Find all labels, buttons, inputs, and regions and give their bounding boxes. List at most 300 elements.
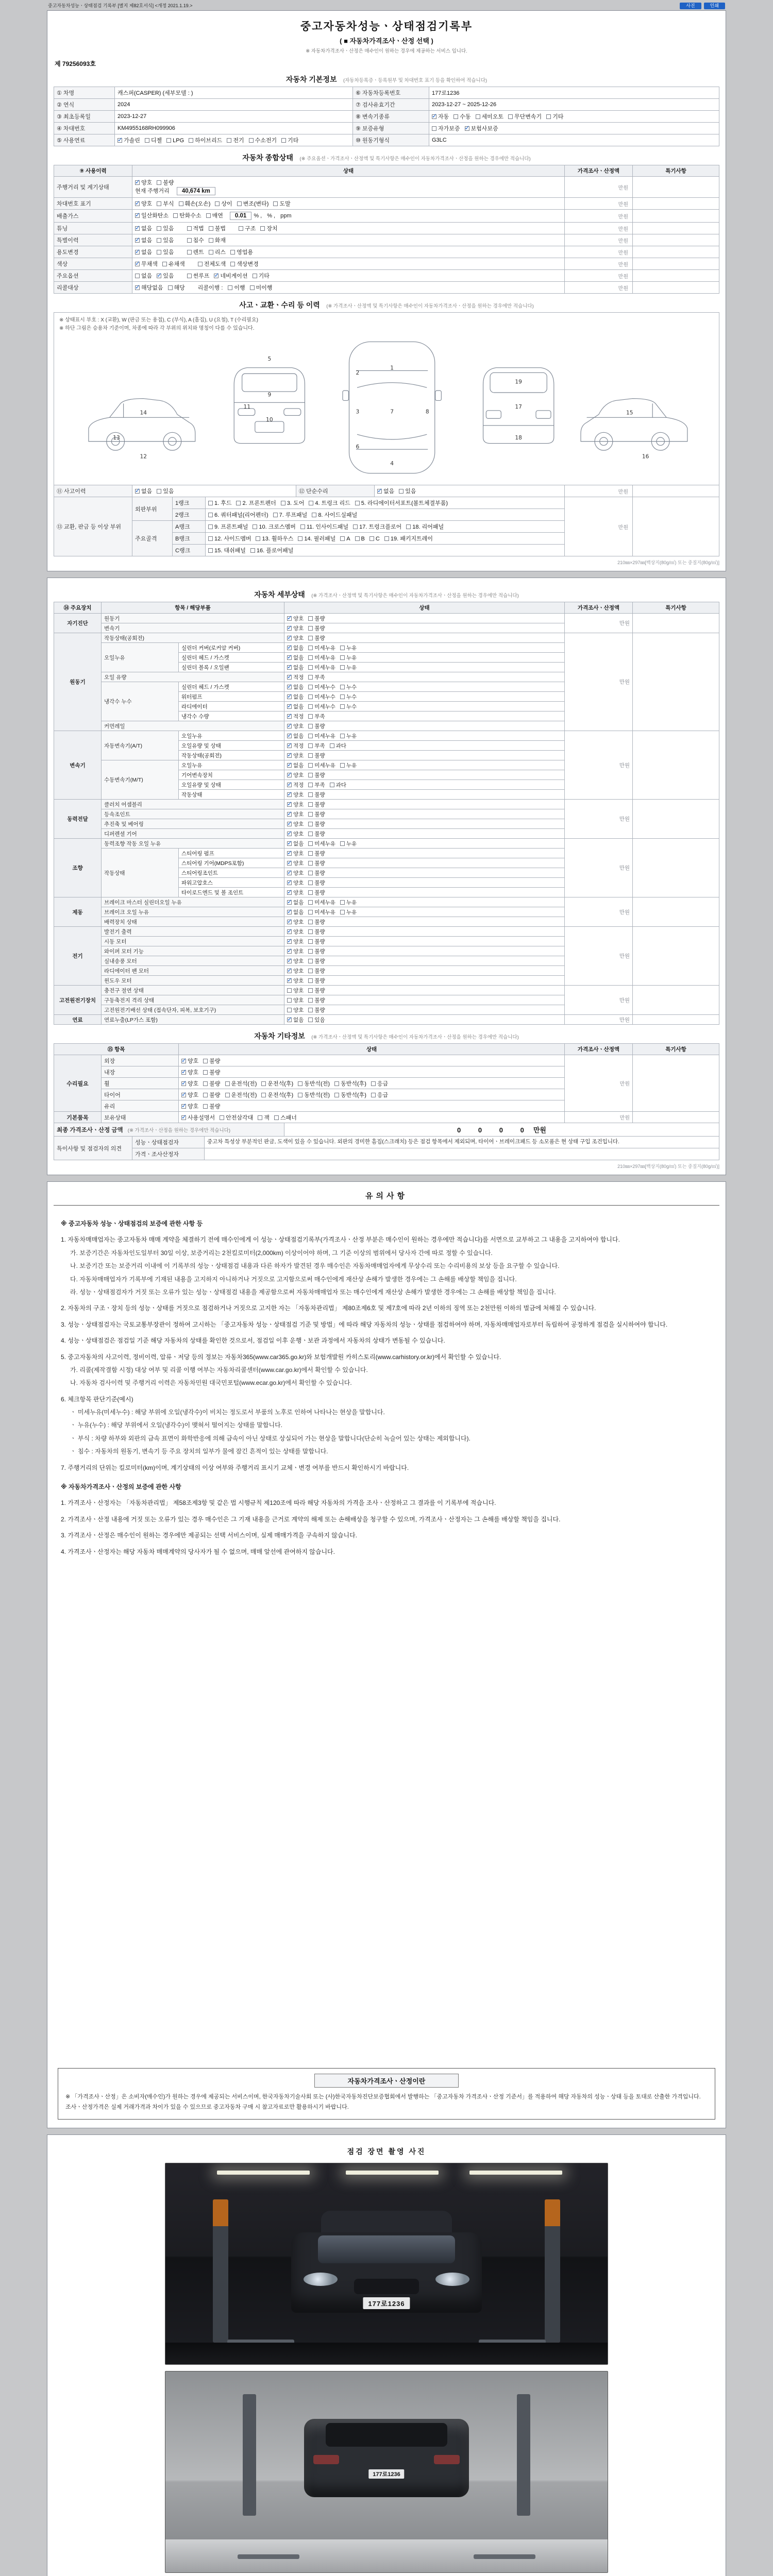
option: ✓ 없음 (287, 732, 304, 740)
item-label: 실내송풍 모터 (102, 956, 284, 966)
option: 자가보증 (432, 124, 460, 132)
row-label: 용도변경 (54, 246, 132, 258)
item-label: 작동상태(공회전) (102, 633, 284, 643)
option: 불량 (308, 752, 325, 759)
option: ✓ 있음 (157, 272, 174, 280)
option: ✓ 해당없음 (135, 283, 163, 292)
option: 있음 (308, 1016, 325, 1024)
price-cell: 만원 (565, 246, 633, 258)
state-cell (284, 1015, 565, 1025)
notice-line: 1. 자동차매매업자는 중고자동차 매매 계약을 체결하기 전에 매수인에게 이 성능ㆍ상태점검기록부(가격조사ㆍ산정 부분은 매수인이 원하는 경우에만 적습니다)를 서면으로 교부하고 그 내용을 고지하여야 합니다. (61, 1236, 620, 1244)
notice-line: 2. 자동차의 구조ㆍ장치 등의 성능ㆍ상태를 거짓으로 점검하거나 거짓으로 고지한 자는 「자동차관리법」 제80조제6호 및 제7호에 따라 2년 이하의 징역 또는 2천만원 이하의 벌금에 처해질 수 있습니다. (61, 1304, 596, 1312)
checkbox (340, 704, 345, 709)
checkbox (308, 636, 313, 640)
option: 세미오토 (476, 112, 504, 121)
part-label: 실린더 헤드 / 가스켓 (179, 653, 284, 663)
row-label: 차대번호 표기 (54, 198, 132, 210)
state-cell (284, 927, 565, 937)
checkbox (187, 250, 192, 255)
option: 하이브리드 (189, 136, 222, 144)
option: ✓ 양호 (181, 1102, 198, 1110)
checkbox (157, 226, 161, 231)
checkbox (253, 524, 257, 529)
final-price-label (54, 1123, 284, 1137)
section-note: (※ 가격조사ㆍ산정액 및 특기사항은 매수인이 자동차가격조사ㆍ산정을 원하는 경우에만 적습니다) (311, 593, 519, 599)
car-damage-diagram (57, 333, 716, 482)
state-cell (284, 731, 565, 741)
checkbox (203, 1070, 208, 1075)
option: 미세누수 (308, 683, 335, 691)
checkbox-checked (287, 655, 292, 660)
diagram-number: 8 (425, 408, 429, 415)
checkbox (308, 655, 313, 660)
page-subnote: ※ 자동차가격조사ㆍ산정은 매수인이 원하는 경우에 제공하는 서비스 입니다. (306, 48, 467, 54)
group-label: 조향 (54, 839, 102, 897)
item-label: 윈도우 모터 (102, 976, 284, 986)
ceiling-light (469, 2171, 562, 2175)
checkbox (334, 1093, 339, 1097)
checkbox-checked (135, 250, 140, 255)
column-header: 상태 (132, 165, 565, 177)
option: 불량 (308, 801, 325, 808)
state-cell (284, 721, 565, 731)
option: ✓ 양호 (287, 977, 304, 985)
notice-panel (47, 1181, 726, 2128)
state-cell (284, 888, 565, 897)
item-label: 연료누출(LP가스 포함) (102, 1015, 284, 1025)
table-row (54, 234, 719, 246)
note-cell (633, 210, 719, 223)
checkbox-checked (181, 1093, 186, 1097)
table-row (54, 123, 719, 134)
checkbox-checked (181, 1070, 186, 1075)
option: ✓ 양호 (287, 752, 304, 759)
group-label: 자기진단 (54, 614, 102, 633)
checkbox (330, 743, 334, 748)
option: 9. 프론트패널 (208, 522, 248, 531)
notice-line: 3. 가격조사ㆍ산정은 매수인이 원하는 경우에만 제공되는 선택 서비스이며, 실제 매매가격을 구속하지 않습니다. (61, 1532, 357, 1539)
checkbox-checked (135, 213, 140, 218)
checkbox (353, 524, 358, 529)
option: 불량 (308, 634, 325, 642)
checkbox (145, 138, 149, 143)
item-label: 동력조향 작동 오일 누유 (102, 839, 284, 849)
checkbox (340, 694, 345, 699)
notice-title: 유의사항 (54, 1187, 719, 1206)
main-form-panel (47, 10, 726, 571)
price-cell: 만원 (565, 839, 633, 897)
option: 양호 (287, 996, 304, 1004)
checkbox (203, 1093, 208, 1097)
badge-group (680, 3, 725, 9)
note-cell (633, 633, 719, 731)
note-cell (633, 485, 719, 497)
option: 양호 (287, 1006, 304, 1014)
checkbox (157, 489, 161, 494)
state-cell (284, 643, 565, 653)
item-label: 냉각수 누수 (102, 682, 179, 721)
checkbox-checked (287, 900, 292, 905)
table-row (54, 1055, 719, 1066)
state-cell (284, 663, 565, 672)
note-cell (633, 246, 719, 258)
checkbox (308, 969, 313, 973)
field-label: ⑨ 보증유형 (353, 123, 429, 134)
option: 불량 (308, 1006, 325, 1014)
checkbox-checked (287, 890, 292, 895)
item-label: 내장 (102, 1066, 179, 1078)
option: ✓ 양호 (181, 1091, 198, 1099)
diagram-number: 10 (266, 416, 273, 423)
state-cell (132, 258, 565, 270)
final-price-amount: 0 0 0 0 (457, 1126, 526, 1134)
checkbox-checked (287, 773, 292, 777)
option: 수소전기 (249, 136, 277, 144)
note-cell (633, 258, 719, 270)
state-cell (284, 986, 565, 995)
option: ✓ 없음 (135, 224, 152, 232)
column-header: 가격조사ㆍ산정액 (565, 1044, 633, 1055)
item-label: 클러치 어셈블리 (102, 800, 284, 809)
option: ✓ 양호 (287, 615, 304, 622)
option: 16. 플로어패널 (250, 546, 293, 554)
table-row (54, 198, 719, 210)
page-title: 중고자동차성능ㆍ상태점검기록부 (300, 21, 473, 32)
option: 운전석(후) (261, 1079, 293, 1088)
diagram-number: 12 (140, 453, 147, 460)
diagram-number: 6 (356, 443, 360, 450)
price-cell: 만원 (565, 633, 633, 731)
option: 불량 (308, 928, 325, 936)
checkbox (308, 783, 313, 787)
checkbox (308, 822, 313, 826)
option: ✓ 양호 (181, 1057, 198, 1065)
checkbox (215, 201, 220, 206)
group-label: 전기 (54, 927, 102, 986)
price-cell: 만원 (565, 234, 633, 246)
table-row (54, 614, 719, 623)
checkbox (308, 939, 313, 944)
state-cell (132, 223, 565, 234)
license-plate: 177로1236 (368, 2469, 404, 2479)
field-options (206, 521, 565, 533)
state-cell (284, 770, 565, 780)
inspector-opinion-table (54, 1136, 719, 1160)
checkbox (308, 978, 313, 983)
option: ✓ 양호 (287, 869, 304, 877)
part-label: 스티어링 펌프 (179, 849, 284, 858)
checkbox (274, 1115, 279, 1120)
checkbox (157, 238, 161, 243)
checkbox-checked (287, 910, 292, 914)
table-row (54, 1137, 719, 1148)
part-label: 파워고압호스 (179, 878, 284, 888)
state-cell (132, 177, 565, 198)
option: 구조 (239, 224, 256, 232)
option: 응급 (371, 1079, 388, 1088)
paper-size-note: 210㎜×297㎜[백상지(80g/㎡) 또는 중질지(80g/㎡)] (617, 1164, 719, 1169)
option: ✓ 적정 (287, 781, 304, 789)
legend-line: ※ 상태표시 부호 : X (교환), W (판금 또는 용접), C (부식), A (흠집), U (요철), T (수리필요) (59, 317, 258, 323)
option: 변조(변타) (237, 199, 269, 208)
item-label: 라디에이터 팬 모터 (102, 966, 284, 976)
page-subtitle: ( ■ 자동차가격조사ㆍ산정 선택 ) (340, 37, 433, 45)
field-label: ⑪ 사고이력 (54, 485, 132, 497)
checkbox (508, 114, 513, 119)
option: 불량 (203, 1068, 220, 1076)
option: 누유 (340, 908, 357, 916)
section-title: 자동차 기타정보 (254, 1032, 305, 1040)
option: 불량 (308, 938, 325, 945)
option: 불량 (308, 615, 325, 622)
notice-line: 나. 보증기간 또는 보증거리 이내에 이 기록부의 성능ㆍ상태점검 내용과 다른 하자가 발견된 경우 매수인은 자동차매매업자에게 무상수리 또는 수리비용의 보상 등을 요구할 수 있습니다. (70, 1262, 560, 1270)
checkbox (157, 201, 161, 206)
checkbox (308, 734, 313, 738)
price-cell: 만원 (565, 927, 633, 986)
option: 기타 (253, 272, 270, 280)
option: ✓ 양호 (287, 879, 304, 887)
checkbox-checked (181, 1081, 186, 1086)
text: 리콜이행 : (197, 285, 223, 291)
group-label: 동력전달 (54, 800, 102, 839)
option: 영업용 (230, 248, 253, 256)
final-price-value (284, 1123, 719, 1137)
price-cell: 만원 (565, 282, 633, 294)
option: 기타 (546, 112, 563, 121)
state-cell (284, 751, 565, 760)
option: ✓ 없음 (287, 654, 304, 662)
state-cell (132, 270, 565, 282)
option: 동반석(전) (298, 1091, 330, 1099)
item-label: 자동변속기(A/T) (102, 731, 179, 760)
table-row (54, 111, 719, 123)
item-label: 브레이크 오일 누유 (102, 907, 284, 917)
option: ✓ 양호 (287, 722, 304, 730)
option: 미세누유 (308, 899, 335, 906)
option: 7. 루프패널 (273, 511, 308, 519)
item-label: 구동축전지 격리 상태 (102, 995, 284, 1005)
item-label: 외장 (102, 1055, 179, 1066)
state-cell (284, 839, 565, 849)
option: 12. 사이드멤버 (208, 534, 251, 543)
option: 부족 (308, 673, 325, 681)
option: 13. 휠하우스 (256, 534, 293, 543)
option: 동반석(후) (334, 1079, 366, 1088)
car-taillight (434, 2455, 460, 2464)
checkbox (340, 536, 345, 541)
checkbox (308, 773, 313, 777)
table-row (54, 246, 719, 258)
part-label: 오일누유 (179, 760, 284, 770)
option: 불량 (308, 624, 325, 632)
state-cell (284, 966, 565, 976)
checkbox-checked (287, 694, 292, 699)
ceiling-light (217, 2171, 310, 2175)
checkbox (250, 285, 255, 290)
print-button[interactable]: 인쇄 (704, 3, 725, 9)
diagram-number: 13 (113, 434, 120, 441)
checkbox (230, 250, 235, 255)
checkbox (432, 126, 436, 131)
row-label: 튜닝 (54, 223, 132, 234)
option: 누유 (340, 644, 357, 652)
option: 썬루프 (187, 272, 210, 280)
option: 훼손(오손) (179, 199, 211, 208)
checkbox (308, 832, 313, 836)
top-bar (47, 2, 726, 10)
price-cell: 만원 (565, 731, 633, 800)
category-label: 주요골격 (132, 521, 173, 556)
notice-line: ㆍ 부식 : 차량 하부와 외판의 금속 표면이 화학반응에 의해 금속이 아닌 상태로 상실되어 가는 현상을 말합니다(단순히 녹슬어 있는 상태는 제외합니다). (70, 1434, 470, 1442)
column-header: ⑨ 사용이력 (54, 165, 132, 177)
checkbox (308, 675, 313, 680)
checkbox (187, 274, 192, 278)
state-cell (284, 1005, 565, 1015)
photo-button[interactable]: 사진 (680, 3, 701, 9)
option: ✓ 없음 (287, 1016, 304, 1024)
column-header: ⑭ 주요장치 (54, 602, 102, 614)
rank-label: 2랭크 (173, 509, 206, 521)
option: 6. 쿼터패널(리어펜더) (208, 511, 268, 519)
checkbox (208, 501, 213, 505)
field-label: ③ 최초등록일 (54, 111, 115, 123)
comprehensive-table (54, 165, 719, 294)
part-label: 라디에이터 (179, 702, 284, 711)
checkbox (239, 226, 243, 231)
opinion-role: 성능ㆍ상태점검자 (132, 1137, 205, 1148)
field-label: ⑦ 검사유효기간 (353, 99, 429, 111)
option: ✓ 양호 (287, 830, 304, 838)
checkbox (162, 262, 167, 266)
part-label: 실린더 블록 / 오일팬 (179, 663, 284, 672)
checkbox (308, 900, 313, 905)
checkbox-checked (287, 763, 292, 768)
diagram-number: 1 (390, 364, 394, 371)
table-row (54, 1015, 719, 1025)
option: ✓양호 (135, 178, 152, 187)
table-row (54, 800, 719, 809)
photos-panel (47, 2134, 726, 2576)
item-label: 등속조인트 (102, 809, 284, 819)
checkbox (220, 1115, 224, 1120)
option: 없음 (135, 272, 152, 280)
value-box: 40,674 km (177, 187, 215, 195)
final-price-title: 최종 가격조사ㆍ산정 금액 (57, 1127, 123, 1133)
diagram-number: 16 (642, 453, 649, 460)
checkbox-checked (287, 871, 292, 875)
checkbox-checked (287, 646, 292, 650)
option: 15. 대쉬패널 (208, 546, 246, 554)
checkbox (281, 501, 285, 505)
section-note: (※ 주요옵션ㆍ가격조사ㆍ산정액 및 특기사항은 매수인이 자동차가격조사ㆍ산정을 원하는 경우에만 적습니다) (299, 156, 531, 162)
option: 불량 (308, 918, 325, 926)
value-box: 0.01 (230, 212, 251, 220)
table-header-row (54, 165, 719, 177)
diagram-number: 2 (356, 369, 360, 377)
option: 과다 (330, 781, 346, 789)
field-options (132, 485, 296, 497)
table-row (54, 210, 719, 223)
state-cell (284, 711, 565, 721)
option: ✓ 사용설명서 (181, 1113, 215, 1122)
checkbox (340, 685, 345, 689)
option: 양호 (287, 987, 304, 994)
car-body (291, 2232, 482, 2313)
checkbox (198, 262, 203, 266)
field-options (206, 533, 565, 545)
option: 동반석(후) (334, 1091, 366, 1099)
notice-line: 1. 가격조사ㆍ산정자는 「자동차관리법」 제58조제3항 및 같은 법 시행규칙 제120조에 따라 해당 자동차의 가격을 조사ㆍ산정하고 그 결과를 이 기록부에 적습니다. (61, 1499, 496, 1507)
item-label: 오일 유량 (102, 672, 284, 682)
column-header: 특기사항 (633, 165, 719, 177)
checkbox (308, 998, 313, 1003)
paper-size-note: 210㎜×297㎜[백상지(80g/㎡) 또는 중질지(80g/㎡)] (617, 560, 719, 565)
option: C (369, 536, 380, 542)
table-row (54, 986, 719, 995)
checkbox-checked (287, 949, 292, 954)
rank-label: A랭크 (173, 521, 206, 533)
field-label: ⑥ 자동차등록번호 (353, 87, 429, 99)
inspection-photo-rear (165, 2371, 608, 2573)
field-value: 2023-12-27 ~ 2025-12-26 (429, 99, 719, 111)
note-cell (633, 731, 719, 800)
checkbox (287, 1008, 292, 1012)
option: 누유 (340, 761, 357, 769)
checkbox (308, 792, 313, 797)
field-options (206, 497, 565, 509)
option: 10. 크로스멤버 (253, 522, 295, 531)
garage-floor (165, 2343, 608, 2364)
note-cell (633, 897, 719, 927)
note-cell (633, 234, 719, 246)
option: ✓ 양호 (287, 938, 304, 945)
option: 불량 (308, 947, 325, 955)
option: 불량 (203, 1102, 220, 1110)
checkbox-checked (117, 138, 122, 143)
checkbox-checked (135, 201, 140, 206)
notice-line: 5. 중고자동차의 사고이력, 정비이력, 압류ㆍ저당 등의 정보는 자동차365(www.car365.go.kr)와 보험개발원 카히스토리(www.carhistory.or.kr)에서 확인할 수 있습니다. (61, 1353, 501, 1361)
checkbox (453, 114, 458, 119)
document (47, 0, 726, 2576)
note-cell (633, 497, 719, 556)
checkbox (308, 714, 313, 719)
checkbox (308, 910, 313, 914)
notice-line: ㆍ 침수 : 자동차의 원동기, 변속기 등 주요 장치의 일부가 물에 잠긴 흔적이 있는 상태를 말합니다. (70, 1448, 328, 1455)
option: ✓ 양호 (287, 634, 304, 642)
car-body (304, 2419, 469, 2497)
inspection-photo-front (165, 2163, 608, 2365)
checkbox (340, 646, 345, 650)
state-cell (284, 682, 565, 692)
field-options (206, 545, 565, 556)
option: 5. 라디에이터서포트(볼트체결부품) (355, 499, 448, 507)
checkbox-checked (465, 126, 469, 131)
price-cell: 만원 (565, 258, 633, 270)
item-label: 수동변속기(M/T) (102, 760, 179, 800)
item-label: 오일누유 (102, 643, 179, 672)
option: 있음 (157, 236, 174, 244)
option: ✓ 양호 (287, 850, 304, 857)
option: 18. 리어패널 (406, 522, 444, 531)
checkbox (308, 704, 313, 709)
row-label: 색상 (54, 258, 132, 270)
part-label: 오일누유 (179, 731, 284, 741)
diagram-number: 4 (390, 460, 394, 467)
checkbox (237, 201, 242, 206)
form-reference: 중고자동차성능ㆍ상태점검 기록부 [별지 제82호서식] <개정 2021.1.19.> (48, 3, 193, 8)
state-cell (284, 800, 565, 809)
checkbox (308, 763, 313, 768)
